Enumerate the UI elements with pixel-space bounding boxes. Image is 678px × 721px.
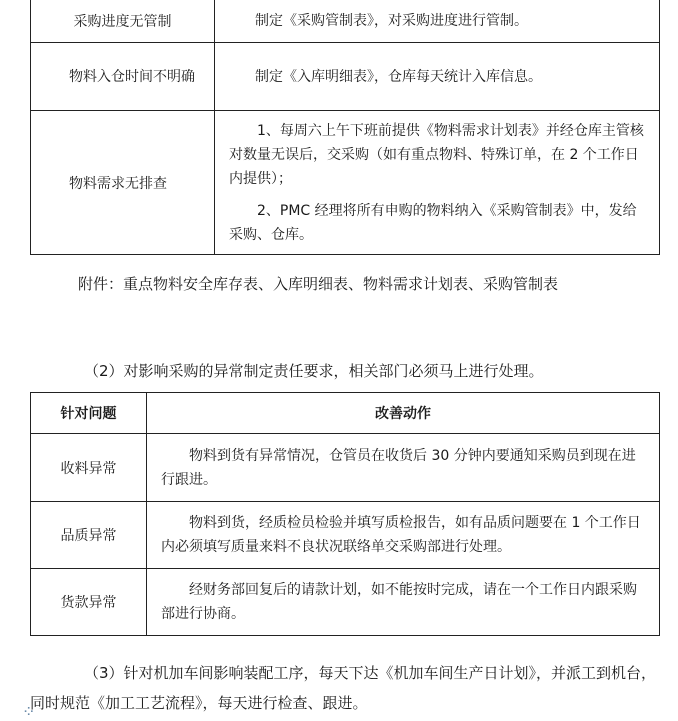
- measures-table-2: [30, 392, 660, 636]
- issue-cell: 物料入仓时间不明确: [31, 43, 215, 111]
- issue-cell: 货款异常: [31, 569, 147, 636]
- table-row: [31, 502, 660, 569]
- measures-table-1: [30, 0, 660, 255]
- table-row: [31, 43, 660, 111]
- column-header-issue: 针对问题: [31, 393, 147, 434]
- issue-cell: 收料异常: [31, 434, 147, 502]
- resize-grip-icon: ⁘: [22, 702, 36, 721]
- action-text: 物料到货有异常情况，仓管员在收货后 30 分钟内要通知采购员到现在进行跟进。: [161, 447, 636, 488]
- issue-cell: 物料需求无排查: [31, 111, 215, 255]
- issue-cell: 采购进度无管制: [31, 0, 215, 43]
- section-3-paragraph: （3）针对机加车间影响装配工序，每天下达《机加车间生产日计划》，并派工到机台，同时规范《加工工艺流程》，每天进行检查、跟进。: [30, 664, 657, 712]
- action-cell: [215, 111, 660, 255]
- action-paragraph: 2、PMC 经理将所有申购的物料纳入《采购管制表》中，发给采购、仓库。: [229, 202, 637, 243]
- action-text: 经财务部回复后的请款计划，如不能按时完成，请在一个工作日内跟采购部进行协商。: [161, 582, 637, 622]
- section-2-heading: （2）对影响采购的异常制定责任要求，相关部门必须马上进行处理。: [84, 362, 544, 380]
- action-cell: [147, 502, 660, 569]
- issue-cell: 品质异常: [31, 502, 147, 569]
- table-row: [31, 111, 660, 255]
- table-header-row: [31, 393, 660, 434]
- action-cell: [147, 434, 660, 502]
- column-header-action: 改善动作: [147, 393, 660, 434]
- table-row: [31, 569, 660, 636]
- attachment-note: 附件：重点物料安全库存表、入库明细表、物料需求计划表、采购管制表: [78, 275, 559, 293]
- action-cell: 制定《采购管制表》，对采购进度进行管制。: [215, 0, 660, 43]
- action-text: 物料到货，经质检员检验并填写质检报告，如有品质问题要在 1 个工作日内必须填写质量来料不良状况联络单交采购部进行处理。: [161, 515, 641, 555]
- table-row: [31, 434, 660, 502]
- action-cell: 制定《入库明细表》，仓库每天统计入库信息。: [215, 43, 660, 111]
- action-paragraph: 1、每周六上午下班前提供《物料需求计划表》并经仓库主管核对数量无误后，交采购（如有重点物料、特殊订单，在 2 个工作日内提供）；: [229, 122, 644, 187]
- table-row: [31, 0, 660, 43]
- action-cell: [147, 569, 660, 636]
